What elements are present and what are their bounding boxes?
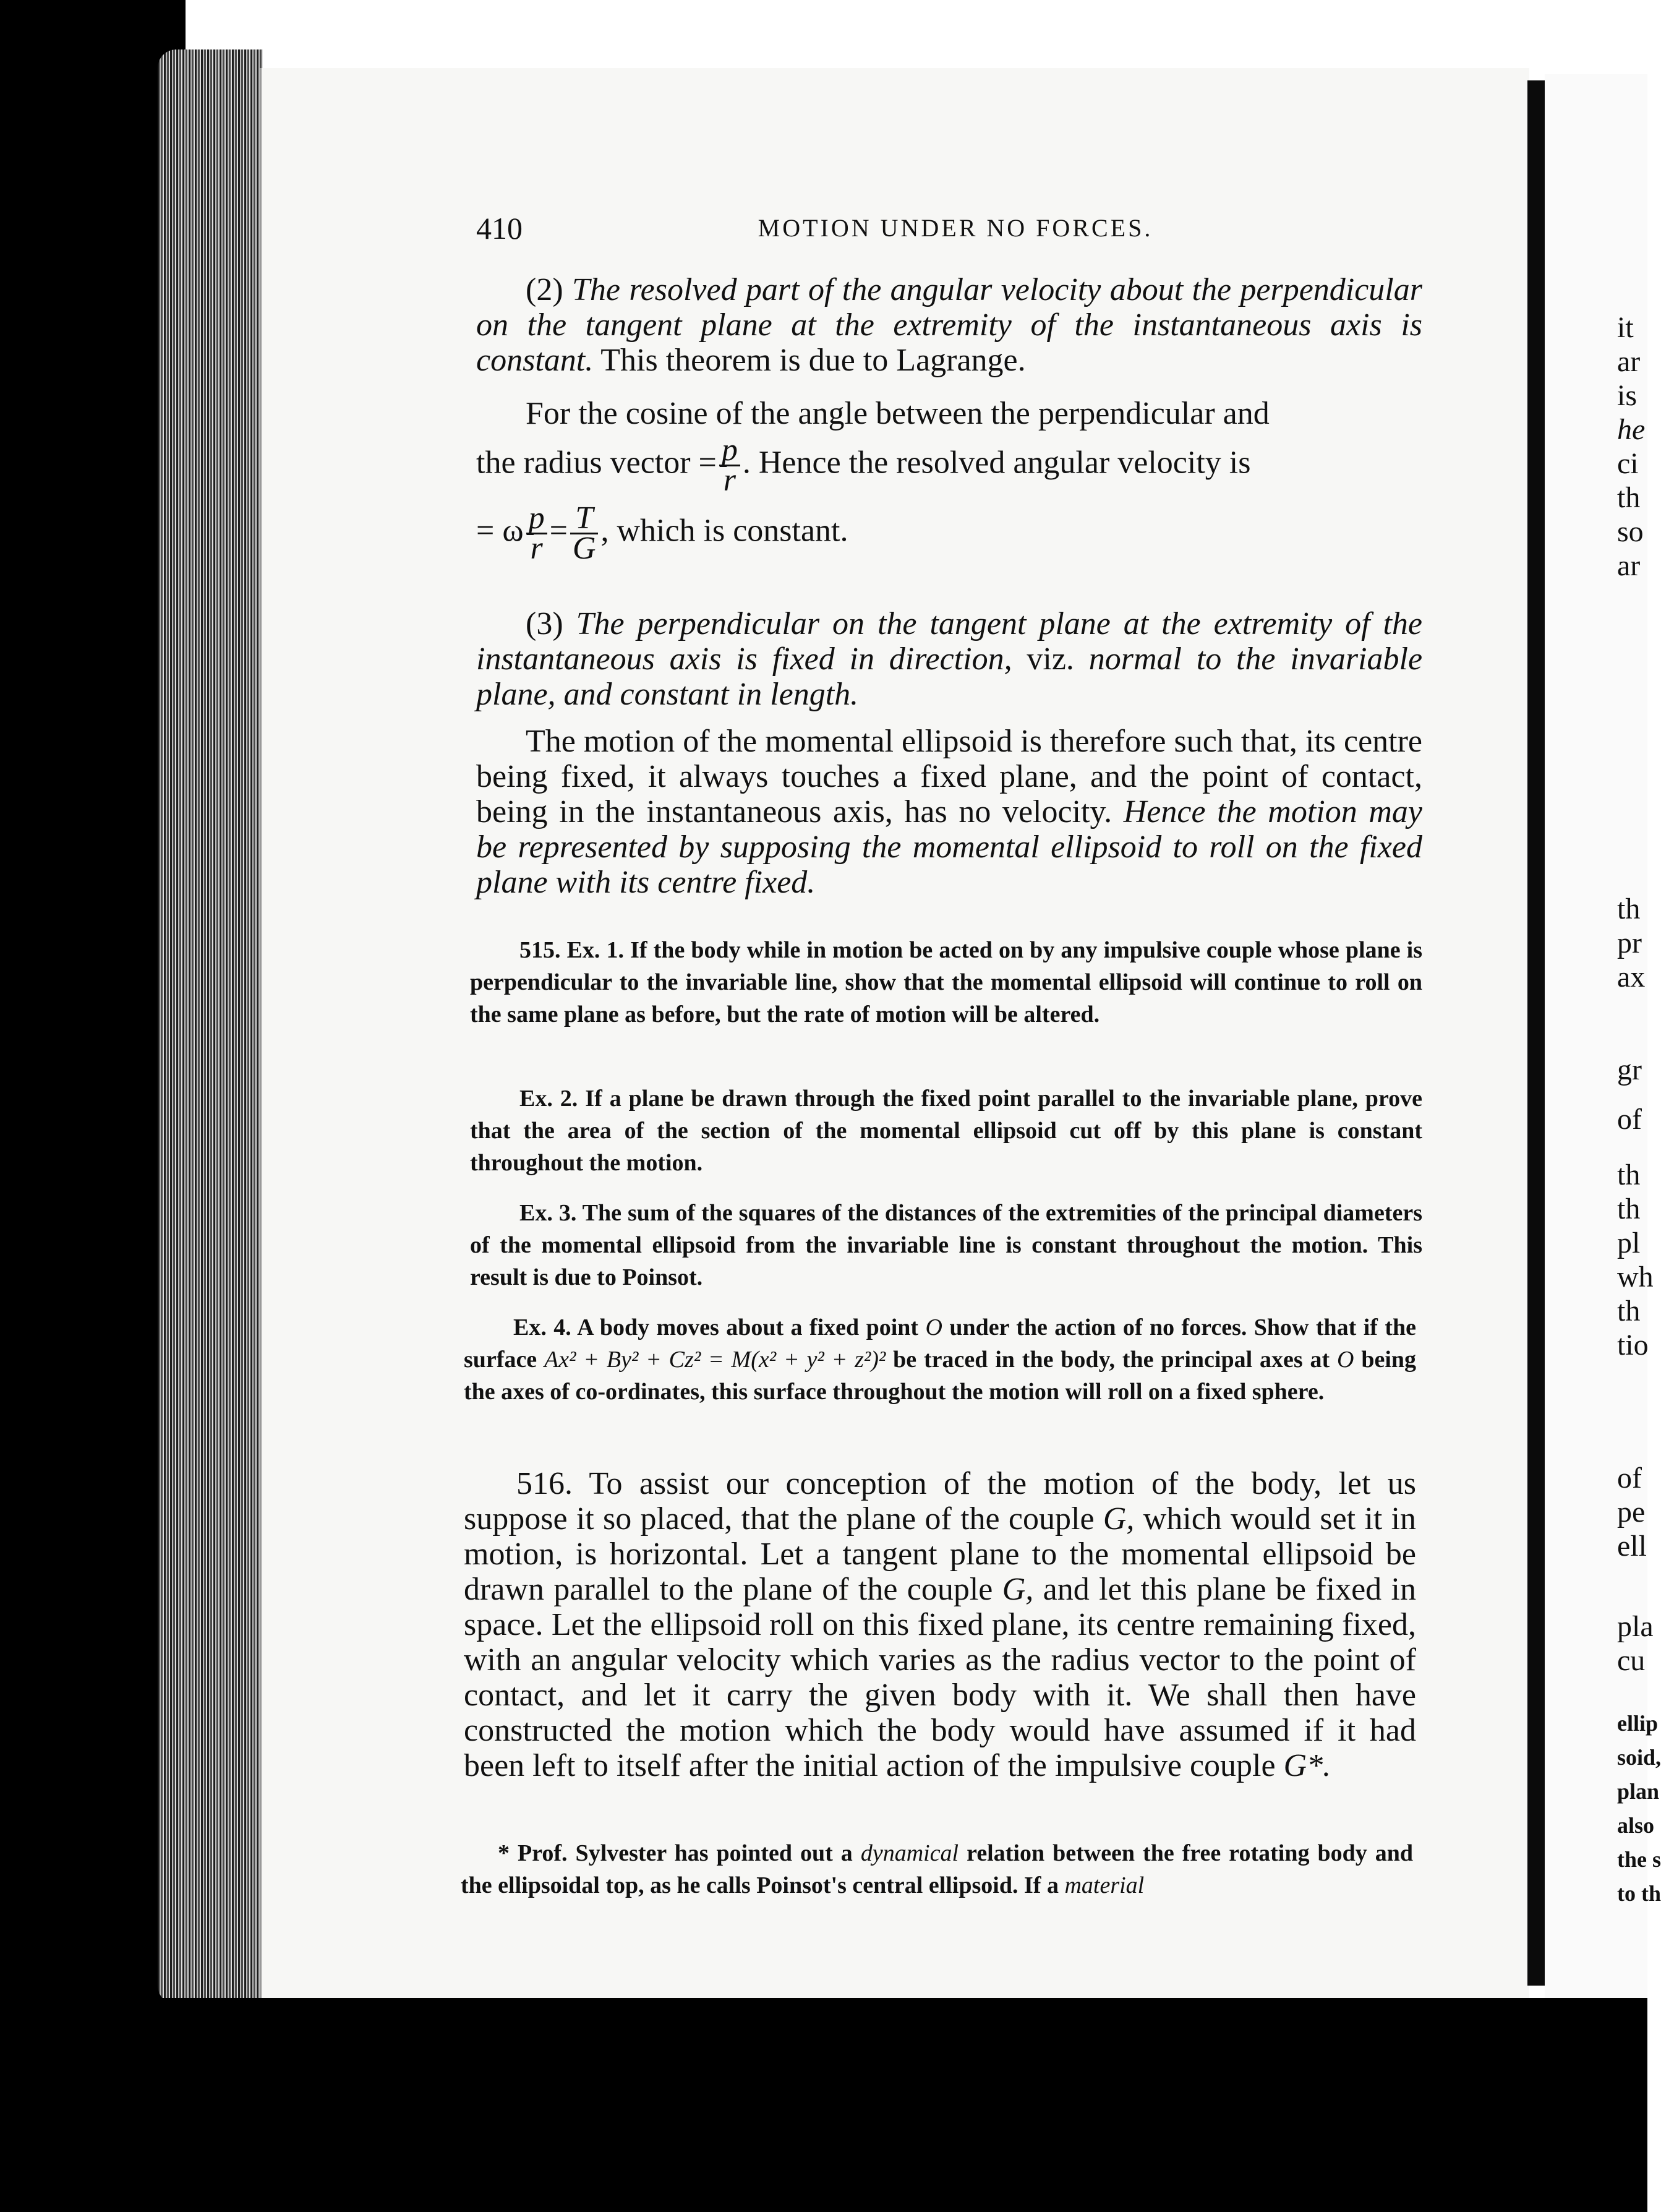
example-text: The sum of the squares of the distances of the extremities of the principal diameters of the momental ellipsoid from the invariable line is constant throughout the motion. This result is due to Poinsot. (470, 1200, 1422, 1290)
example-1 (470, 934, 1422, 1031)
facing-page-line: of (1617, 1462, 1642, 1494)
theorem-2-statement: The resolved part of the angular velocity about the perpendicular on the tangent plane at the extremity of the instantaneous axis is constant. (476, 272, 1422, 378)
fraction-numerator: p (526, 504, 547, 534)
facing-page-line: soid, (1617, 1745, 1661, 1770)
article-text: which would set it in motion, is horizontal. Let a tangent plane to the momental ellipsoid be drawn parallel to the plane of the couple (464, 1501, 1417, 1607)
couple-g: G, (1103, 1501, 1135, 1537)
example-label: 515. Ex. 1. (519, 937, 625, 963)
article-number: 516. (516, 1466, 573, 1501)
example-text: A body moves about a fixed point (577, 1314, 919, 1340)
facing-page-line: ell (1617, 1530, 1647, 1563)
running-title: MOTION UNDER NO FORCES. (758, 214, 1153, 242)
facing-page-line: pr (1617, 927, 1642, 959)
facing-page-line: ar (1617, 345, 1641, 378)
facing-page-line: is (1617, 379, 1638, 412)
example-text: If a plane be drawn through the fixed point parallel to the invariable plane, prove that the area of the section of the momental ellipsoid cut off by this plane is constant throughout the motion. (470, 1086, 1422, 1176)
example-label: Ex. 4. (513, 1314, 571, 1340)
couple-g-footnote: G*. (1283, 1748, 1331, 1783)
page-number: 410 (476, 211, 523, 246)
facing-page-line: wh (1617, 1261, 1654, 1293)
motion-text: The motion of the momental ellipsoid is therefore such that, its centre being fixed, it always touches a fixed plane, and the point of contact, being in the instantaneous axis, has no velocity. (476, 724, 1422, 830)
facing-page-line: the s (1617, 1847, 1661, 1872)
facing-page-line: it (1617, 311, 1634, 344)
facing-page-line: ar (1617, 549, 1641, 582)
example-text: under the action of no forces. Show that if the surface (464, 1314, 1417, 1373)
page-gutter-divider (1527, 80, 1545, 1986)
cosine-line-2 (476, 432, 1422, 498)
cosine-line-1: For the cosine of the angle between the perpendicular and (526, 396, 1270, 431)
surface-equation: Ax² + By² + Cz² = M(x² + y² + z²)² (544, 1347, 886, 1373)
example-label: Ex. 2. (519, 1086, 578, 1112)
fraction-denominator: r (723, 463, 736, 498)
fraction-t-over-g (570, 500, 599, 566)
equation-prefix: = ω (476, 513, 524, 549)
theorem-3-number: (3) (526, 606, 563, 641)
article-text: and let this plane be fixed in space. Let the ellipsoid roll on this fixed plane, its centre remaining fixed, with an angular velocity which varies as the radius vector to the point of contact, and let it carry the given body with it. We shall then have constructed the motion which the body would have assumed if it had been left to itself after the initial action of the impulsive couple (464, 1572, 1416, 1783)
theorem-3-statement-b: normal to the invariable plane, and constant in length. (476, 641, 1423, 712)
fraction-denominator: G (572, 531, 596, 566)
article-516 (464, 1466, 1416, 1783)
footnote-text: relation between the free rotating body and the ellipsoidal top, as he calls Poinsot's central ellipsoid. If a (461, 1840, 1414, 1898)
facing-page-line: ax (1617, 961, 1646, 993)
footnote-text: * Prof. Sylvester has pointed out a (498, 1840, 853, 1866)
facing-page-line: pl (1617, 1227, 1641, 1259)
fraction-p-over-r (719, 432, 740, 498)
fraction-numerator: T (570, 504, 599, 534)
fraction-numerator: p (719, 436, 740, 466)
example-4 (464, 1311, 1416, 1408)
facing-page-line: th (1617, 481, 1641, 514)
facing-page-line: th (1617, 1193, 1641, 1225)
facing-page-line: so (1617, 515, 1644, 548)
facing-page-line: th (1617, 1295, 1641, 1327)
motion-conclusion: Hence the motion may be represented by supposing the momental ellipsoid to roll on the fixed plane with its centre fixed. (476, 794, 1422, 900)
facing-page-line: th (1617, 1159, 1641, 1191)
couple-g: G, (1002, 1572, 1034, 1607)
example-2 (470, 1082, 1422, 1179)
facing-page-line: of (1617, 1103, 1642, 1136)
theorem-2-paragraph (476, 272, 1422, 378)
facing-page-line: ci (1617, 447, 1639, 480)
facing-page-line: pe (1617, 1496, 1646, 1528)
equals-sign: = (549, 513, 568, 549)
radius-vector-text: the radius vector = (476, 445, 717, 481)
point-o: O (1337, 1347, 1354, 1373)
facing-page-line: ellip (1617, 1711, 1659, 1736)
facing-page-line: to th (1617, 1881, 1661, 1906)
motion-paragraph (476, 724, 1422, 900)
facing-page-line: pla (1617, 1610, 1654, 1643)
example-text: be traced in the body, the principal axes at (893, 1347, 1330, 1373)
facing-page-line: gr (1617, 1053, 1642, 1086)
theorem-3-statement-a: The perpendicular on the tangent plane at the extremity of the instantaneous axis is fixed in direction, (476, 606, 1423, 677)
omega-equation (476, 500, 848, 566)
article-text: To assist our conception of the motion of the body, let us suppose it so placed, that the plane of the couple (464, 1466, 1417, 1537)
point-o: O (925, 1314, 942, 1340)
theorem-2-attribution: This theorem is due to Lagrange. (600, 343, 1026, 378)
equation-suffix: , which is constant. (600, 513, 848, 549)
facing-page-line: he (1617, 413, 1646, 446)
facing-page-line: cu (1617, 1644, 1646, 1677)
footnote (461, 1837, 1413, 1901)
facing-page-line: th (1617, 893, 1641, 925)
resolved-velocity-text: . Hence the resolved angular velocity is (742, 445, 1251, 481)
fraction-denominator: r (530, 531, 543, 566)
example-label: Ex. 3. (519, 1200, 577, 1226)
facing-page-line: plan (1617, 1779, 1660, 1804)
scan-border-bottom (0, 1998, 1647, 2212)
theorem-2-number: (2) (526, 272, 563, 307)
footnote-italic: material (1064, 1872, 1145, 1898)
example-text: If the body while in motion be acted on by any impulsive couple whose plane is perpendicular to the invariable line, show that the momental ellipsoid will continue to roll on the same plane as before, but the rate of motion will be altered. (470, 937, 1423, 1027)
footnote-italic: dynamical (860, 1840, 959, 1866)
facing-page-line: tio (1617, 1329, 1649, 1361)
theorem-3-paragraph (476, 606, 1422, 712)
page-edge-stack (158, 49, 263, 2004)
example-3 (470, 1197, 1422, 1293)
theorem-3-viz: viz. (1027, 641, 1074, 677)
example-text: being the axes of co-ordinates, this surface throughout the motion will roll on a fixed sphere. (464, 1347, 1417, 1405)
facing-page-line: also (1617, 1813, 1655, 1838)
fraction-p-over-r (526, 500, 547, 566)
